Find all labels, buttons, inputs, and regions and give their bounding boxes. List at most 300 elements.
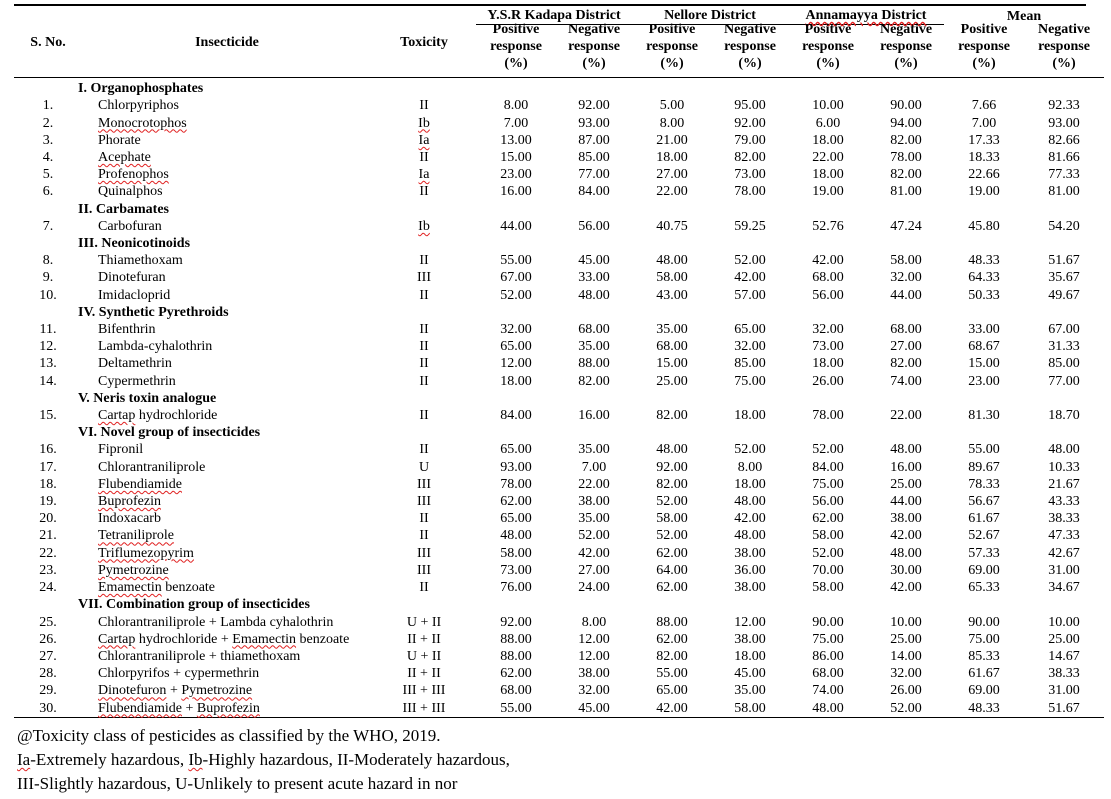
nellore-negative-value: 65.00 xyxy=(734,322,766,338)
toxicity-class: II xyxy=(419,580,429,596)
serial-number: 26. xyxy=(39,631,57,647)
kadapa-negative-value: 12.00 xyxy=(578,631,610,647)
mean-positive-value: 65.33 xyxy=(968,580,1000,596)
nellore-positive-value: 15.00 xyxy=(656,356,688,372)
toxicity-class: III xyxy=(417,545,431,561)
nellore-negative-value: 18.00 xyxy=(734,476,766,492)
toxicity-class: Ia xyxy=(418,132,430,148)
mean-negative-value: 77.33 xyxy=(1048,167,1080,183)
nellore-positive-value: 88.00 xyxy=(656,614,688,630)
group-label: IV. Synthetic Pyrethroids xyxy=(78,304,229,320)
kadapa-negative-value: 56.00 xyxy=(578,218,610,234)
annamayya-positive-value: 18.00 xyxy=(812,132,844,148)
kadapa-negative-value: 82.00 xyxy=(578,373,610,389)
annamayya-negative-value: 26.00 xyxy=(890,683,922,699)
serial-number: 7. xyxy=(42,218,54,234)
kadapa-negative-value: 16.00 xyxy=(578,408,610,424)
mean-positive-value: 55.00 xyxy=(968,442,1000,458)
toxicity-class: U + II xyxy=(406,648,442,664)
table-body xyxy=(14,78,1104,718)
toxicity-class: Ia xyxy=(418,167,430,183)
toxicity-class: II xyxy=(419,511,429,527)
annamayya-positive-value: 84.00 xyxy=(812,459,844,475)
annamayya-positive-value: 73.00 xyxy=(812,339,844,355)
mean-negative-value: 51.67 xyxy=(1024,700,1104,718)
group-header-row xyxy=(14,390,1104,407)
footnote-line-3: III-Slightly hazardous, U-Unlikely to present acute hazard in nor xyxy=(17,774,458,793)
annamayya-negative-value: 25.00 xyxy=(890,476,922,492)
annamayya-negative-value: 74.00 xyxy=(890,373,922,389)
insecticide-name: Bifenthrin xyxy=(98,322,156,338)
toxicity-class: II xyxy=(419,373,429,389)
mean-negative-value: 18.70 xyxy=(1048,408,1080,424)
annamayya-positive-value: 32.00 xyxy=(812,322,844,338)
kadapa-negative-value: 35.00 xyxy=(578,442,610,458)
mean-negative-value: 81.00 xyxy=(1048,184,1080,200)
nellore-negative-value: 73.00 xyxy=(734,167,766,183)
nellore-negative-value: 32.00 xyxy=(734,339,766,355)
insecticide-name: Dinotefuran xyxy=(98,270,166,286)
kadapa-positive-value: 55.00 xyxy=(476,700,556,718)
kadapa-negative-value: 24.00 xyxy=(578,580,610,596)
kadapa-negative-value: 87.00 xyxy=(578,132,610,148)
annamayya-positive-value: 22.00 xyxy=(812,150,844,166)
toxicity-class: U + II xyxy=(406,614,442,630)
annamayya-positive-value: 42.00 xyxy=(812,253,844,269)
annamayya-positive-value: 6.00 xyxy=(815,115,841,131)
footnote-line-2: Ia-Extremely hazardous, Ib-Highly hazardous, II-Moderately hazardous, xyxy=(17,750,510,769)
annamayya-positive-value: 56.00 xyxy=(812,494,844,510)
header-kadapa-negative-response xyxy=(556,21,632,78)
annamayya-positive-value: 75.00 xyxy=(812,476,844,492)
insecticide-name: Pymetrozine xyxy=(98,562,169,578)
kadapa-positive-value: 44.00 xyxy=(500,218,532,234)
header-percent-label: (%) xyxy=(738,55,762,71)
insecticide-name: Cartap hydrochloride xyxy=(98,408,218,424)
mean-positive-value: 68.67 xyxy=(968,339,1000,355)
mean-negative-value: 85.00 xyxy=(1048,356,1080,372)
insecticide-name: Chlorantraniliprole + Lambda cyhalothrin xyxy=(98,614,334,630)
kadapa-positive-value: 58.00 xyxy=(500,545,532,561)
header-percent-label: (%) xyxy=(894,55,918,71)
nellore-positive-value: 58.00 xyxy=(656,270,688,286)
insecticide-response-table xyxy=(14,7,1104,718)
mean-positive-value: 56.67 xyxy=(968,494,1000,510)
insecticide-name: Profenophos xyxy=(98,167,169,183)
header-positive-label: Positive xyxy=(804,21,852,37)
nellore-negative-value: 48.00 xyxy=(734,528,766,544)
annamayya-negative-value: 52.00 xyxy=(868,700,944,718)
footnote-line-1: @Toxicity class of pesticides as classified by the WHO, 2019. xyxy=(17,726,441,745)
kadapa-negative-value: 84.00 xyxy=(578,184,610,200)
header-district-kadapa: Y.S.R Kadapa District xyxy=(476,7,632,25)
mean-negative-value: 93.00 xyxy=(1048,115,1080,131)
header-percent-label: (%) xyxy=(1052,55,1076,71)
nellore-positive-value: 55.00 xyxy=(656,666,688,682)
nellore-negative-value: 95.00 xyxy=(734,98,766,114)
nellore-positive-value: 48.00 xyxy=(656,253,688,269)
header-insecticide: Insecticide xyxy=(195,34,259,50)
header-annamayya-negative-response xyxy=(868,21,944,78)
annamayya-negative-value: 44.00 xyxy=(890,287,922,303)
serial-number: 27. xyxy=(39,648,57,664)
annamayya-positive-value: 18.00 xyxy=(812,167,844,183)
annamayya-positive-value: 62.00 xyxy=(812,511,844,527)
insecticide-name: Triflumezopyrim xyxy=(98,545,194,561)
toxicity-class: II + II xyxy=(407,666,441,682)
mean-positive-value: 81.30 xyxy=(968,408,1000,424)
group-label: VII. Combination group of insecticides xyxy=(78,597,310,613)
nellore-negative-value: 78.00 xyxy=(734,184,766,200)
table-row xyxy=(14,441,1104,458)
serial-number: 9. xyxy=(42,270,54,286)
toxicity-class: II xyxy=(419,322,429,338)
annamayya-positive-value: 68.00 xyxy=(812,270,844,286)
table-row xyxy=(14,132,1104,149)
mean-negative-value: 42.67 xyxy=(1048,545,1080,561)
kadapa-negative-value: 52.00 xyxy=(578,528,610,544)
annamayya-positive-value: 58.00 xyxy=(812,528,844,544)
header-percent-label: (%) xyxy=(660,55,684,71)
annamayya-negative-value: 47.24 xyxy=(890,218,922,234)
table-row xyxy=(14,218,1104,235)
mean-positive-value: 61.67 xyxy=(968,666,1000,682)
mean-negative-value: 38.33 xyxy=(1048,511,1080,527)
mean-positive-value: 23.00 xyxy=(968,373,1000,389)
insecticide-name: Phorate xyxy=(98,132,141,148)
annamayya-positive-value: 19.00 xyxy=(812,184,844,200)
annamayya-negative-value: 68.00 xyxy=(890,322,922,338)
kadapa-negative-value: 68.00 xyxy=(578,322,610,338)
header-nellore-positive-response xyxy=(632,21,712,78)
kadapa-positive-value: 23.00 xyxy=(500,167,532,183)
header-toxicity: Toxicity xyxy=(400,34,448,50)
table-row xyxy=(14,527,1104,544)
annamayya-negative-value: 48.00 xyxy=(890,442,922,458)
header-positive-label: Positive xyxy=(960,21,1008,37)
annamayya-positive-value: 18.00 xyxy=(812,356,844,372)
group-label: I. Organophosphates xyxy=(78,81,204,97)
nellore-positive-value: 18.00 xyxy=(656,150,688,166)
mean-positive-value: 89.67 xyxy=(968,459,1000,475)
kadapa-negative-value: 92.00 xyxy=(578,98,610,114)
nellore-positive-value: 35.00 xyxy=(656,322,688,338)
mean-negative-value: 25.00 xyxy=(1048,631,1080,647)
nellore-negative-value: 79.00 xyxy=(734,132,766,148)
mean-negative-value: 82.66 xyxy=(1048,132,1080,148)
insecticide-name: Chlorpyriphos xyxy=(98,98,179,114)
annamayya-negative-value: 82.00 xyxy=(890,356,922,372)
toxicity-class: II + II xyxy=(407,631,441,647)
header-percent-label: (%) xyxy=(582,55,606,71)
top-rule xyxy=(14,4,1086,6)
mean-positive-value: 33.00 xyxy=(968,322,1000,338)
mean-positive-value: 17.33 xyxy=(968,132,1000,148)
toxicity-class: II xyxy=(419,528,429,544)
group-header-row xyxy=(14,201,1104,218)
nellore-negative-value: 92.00 xyxy=(734,115,766,131)
kadapa-positive-value: 52.00 xyxy=(500,287,532,303)
mean-positive-value: 85.33 xyxy=(968,648,1000,664)
kadapa-positive-value: 88.00 xyxy=(500,648,532,664)
serial-number: 22. xyxy=(39,545,57,561)
annamayya-negative-value: 16.00 xyxy=(890,459,922,475)
header-negative-label: Negative xyxy=(879,21,933,37)
mean-negative-value: 35.67 xyxy=(1048,270,1080,286)
kadapa-positive-value: 15.00 xyxy=(500,150,532,166)
annamayya-negative-value: 14.00 xyxy=(890,648,922,664)
kadapa-negative-value: 45.00 xyxy=(556,700,632,718)
mean-negative-value: 31.00 xyxy=(1048,683,1080,699)
toxicity-class: II xyxy=(419,339,429,355)
header-sno: S. No. xyxy=(30,34,66,50)
toxicity-class: Ib xyxy=(418,115,430,131)
annamayya-positive-value: 90.00 xyxy=(812,614,844,630)
table-row xyxy=(14,252,1104,269)
annamayya-negative-value: 48.00 xyxy=(890,545,922,561)
nellore-positive-value: 68.00 xyxy=(656,339,688,355)
nellore-positive-value: 62.00 xyxy=(656,545,688,561)
insecticide-name: Cartap hydrochloride + Emamectin benzoate xyxy=(98,631,350,647)
mean-positive-value: 61.67 xyxy=(968,511,1000,527)
nellore-positive-value: 42.00 xyxy=(632,700,712,718)
table-row xyxy=(14,631,1104,648)
annamayya-positive-value: 70.00 xyxy=(812,562,844,578)
nellore-positive-value: 58.00 xyxy=(656,511,688,527)
serial-number: 14. xyxy=(39,373,57,389)
insecticide-name: Acephate xyxy=(98,150,151,166)
nellore-negative-value: 52.00 xyxy=(734,253,766,269)
mean-negative-value: 14.67 xyxy=(1048,648,1080,664)
mean-positive-value: 7.66 xyxy=(971,98,997,114)
mean-negative-value: 92.33 xyxy=(1048,98,1080,114)
serial-number: 17. xyxy=(39,459,57,475)
kadapa-positive-value: 73.00 xyxy=(500,562,532,578)
table-row xyxy=(14,97,1104,114)
kadapa-positive-value: 32.00 xyxy=(500,322,532,338)
annamayya-negative-value: 44.00 xyxy=(890,494,922,510)
nellore-positive-value: 82.00 xyxy=(656,408,688,424)
kadapa-negative-value: 45.00 xyxy=(578,253,610,269)
nellore-negative-value: 35.00 xyxy=(734,683,766,699)
serial-number: 10. xyxy=(39,287,57,303)
insecticide-name: Emamectin benzoate xyxy=(98,580,216,596)
kadapa-positive-value: 93.00 xyxy=(500,459,532,475)
nellore-positive-value: 62.00 xyxy=(656,631,688,647)
kadapa-positive-value: 55.00 xyxy=(500,253,532,269)
nellore-negative-value: 18.00 xyxy=(734,408,766,424)
mean-negative-value: 67.00 xyxy=(1048,322,1080,338)
nellore-negative-value: 75.00 xyxy=(734,373,766,389)
mean-positive-value: 48.33 xyxy=(968,253,1000,269)
header-response-label: response xyxy=(490,38,542,54)
nellore-positive-value: 64.00 xyxy=(656,562,688,578)
table-row xyxy=(14,373,1104,390)
kadapa-positive-value: 65.00 xyxy=(500,442,532,458)
header-response-label: response xyxy=(646,38,698,54)
table-row xyxy=(14,149,1104,166)
nellore-positive-value: 52.00 xyxy=(656,494,688,510)
table-row xyxy=(14,287,1104,304)
serial-number: 15. xyxy=(39,408,57,424)
mean-negative-value: 51.67 xyxy=(1048,253,1080,269)
nellore-positive-value: 52.00 xyxy=(656,528,688,544)
kadapa-positive-value: 88.00 xyxy=(500,631,532,647)
mean-positive-value: 78.33 xyxy=(968,476,1000,492)
mean-positive-value: 19.00 xyxy=(968,184,1000,200)
annamayya-negative-value: 32.00 xyxy=(890,270,922,286)
kadapa-negative-value: 35.00 xyxy=(578,339,610,355)
serial-number: 4. xyxy=(42,150,54,166)
toxicity-class: II xyxy=(419,287,429,303)
annamayya-negative-value: 58.00 xyxy=(890,253,922,269)
header-percent-label: (%) xyxy=(816,55,840,71)
annamayya-negative-value: 78.00 xyxy=(890,150,922,166)
group-label: V. Neris toxin analogue xyxy=(78,390,217,406)
annamayya-positive-value: 26.00 xyxy=(812,373,844,389)
toxicity-class: II xyxy=(419,442,429,458)
table-row xyxy=(14,493,1104,510)
table-row xyxy=(14,183,1104,200)
annamayya-negative-value: 22.00 xyxy=(890,408,922,424)
table-row xyxy=(14,338,1104,355)
nellore-negative-value: 52.00 xyxy=(734,442,766,458)
kadapa-negative-value: 42.00 xyxy=(578,545,610,561)
kadapa-negative-value: 77.00 xyxy=(578,167,610,183)
annamayya-positive-value: 48.00 xyxy=(788,700,868,718)
header-nellore-negative-response xyxy=(712,21,788,78)
kadapa-positive-value: 92.00 xyxy=(500,614,532,630)
table-row xyxy=(14,579,1104,596)
kadapa-positive-value: 13.00 xyxy=(500,132,532,148)
annamayya-positive-value: 86.00 xyxy=(812,648,844,664)
group-header-row xyxy=(14,304,1104,321)
mean-positive-value: 57.33 xyxy=(968,545,1000,561)
kadapa-positive-value: 65.00 xyxy=(500,511,532,527)
serial-number: 29. xyxy=(39,683,57,699)
annamayya-positive-value: 52.76 xyxy=(812,218,844,234)
table-row xyxy=(14,115,1104,132)
annamayya-negative-value: 10.00 xyxy=(890,614,922,630)
kadapa-positive-value: 76.00 xyxy=(500,580,532,596)
kadapa-negative-value: 32.00 xyxy=(578,683,610,699)
insecticide-name: Imidacloprid xyxy=(98,287,171,303)
table-row xyxy=(14,166,1104,183)
group-header-row xyxy=(14,80,1104,97)
insecticide-name: Dinotefuron + Pymetrozine xyxy=(98,683,253,699)
serial-number: 30. xyxy=(14,700,82,718)
mean-negative-value: 34.67 xyxy=(1048,580,1080,596)
toxicity-class: U xyxy=(418,459,430,475)
table-row xyxy=(14,665,1104,682)
toxicity-class: II xyxy=(419,150,429,166)
annamayya-negative-value: 81.00 xyxy=(890,184,922,200)
annamayya-negative-value: 25.00 xyxy=(890,631,922,647)
mean-negative-value: 48.00 xyxy=(1048,442,1080,458)
kadapa-negative-value: 7.00 xyxy=(581,459,607,475)
toxicity-class: III xyxy=(417,494,431,510)
kadapa-positive-value: 8.00 xyxy=(503,98,529,114)
nellore-negative-value: 8.00 xyxy=(737,459,763,475)
nellore-positive-value: 92.00 xyxy=(656,459,688,475)
nellore-negative-value: 58.00 xyxy=(712,700,788,718)
insecticide-name: Chlorpyrifos + cypermethrin xyxy=(98,666,260,682)
kadapa-positive-value: 68.00 xyxy=(500,683,532,699)
toxicity-class: III xyxy=(417,562,431,578)
header-positive-label: Positive xyxy=(492,21,540,37)
toxicity-class: III + III xyxy=(402,683,446,699)
annamayya-negative-value: 38.00 xyxy=(890,511,922,527)
nellore-positive-value: 22.00 xyxy=(656,184,688,200)
kadapa-negative-value: 12.00 xyxy=(578,648,610,664)
table-row xyxy=(14,562,1104,579)
serial-number: 5. xyxy=(42,167,54,183)
table-row xyxy=(14,407,1104,424)
header-response-label: response xyxy=(724,38,776,54)
header-negative-label: Negative xyxy=(723,21,777,37)
nellore-positive-value: 27.00 xyxy=(656,167,688,183)
kadapa-negative-value: 85.00 xyxy=(578,150,610,166)
mean-negative-value: 81.66 xyxy=(1048,150,1080,166)
kadapa-positive-value: 65.00 xyxy=(500,339,532,355)
kadapa-positive-value: 18.00 xyxy=(500,373,532,389)
mean-positive-value: 69.00 xyxy=(968,683,1000,699)
group-label: II. Carbamates xyxy=(78,201,169,217)
insecticide-name: Lambda-cyhalothrin xyxy=(98,339,213,355)
kadapa-positive-value: 62.00 xyxy=(500,666,532,682)
serial-number: 3. xyxy=(42,132,54,148)
kadapa-negative-value: 22.00 xyxy=(578,476,610,492)
insecticide-name: Flubendiamide xyxy=(98,476,182,492)
annamayya-positive-value: 10.00 xyxy=(812,98,844,114)
serial-number: 2. xyxy=(42,115,54,131)
toxicity-class: II xyxy=(419,253,429,269)
toxicity-class: II xyxy=(419,98,429,114)
annamayya-positive-value: 52.00 xyxy=(812,545,844,561)
annamayya-positive-value: 68.00 xyxy=(812,666,844,682)
serial-number: 25. xyxy=(39,614,57,630)
nellore-negative-value: 42.00 xyxy=(734,511,766,527)
table-row xyxy=(14,614,1104,631)
kadapa-positive-value: 84.00 xyxy=(500,408,532,424)
nellore-negative-value: 42.00 xyxy=(734,270,766,286)
nellore-negative-value: 85.00 xyxy=(734,356,766,372)
table-row xyxy=(14,321,1104,338)
nellore-negative-value: 82.00 xyxy=(734,150,766,166)
table-row xyxy=(14,355,1104,372)
annamayya-negative-value: 32.00 xyxy=(890,666,922,682)
mean-positive-value: 22.66 xyxy=(968,167,1000,183)
header-mean: Mean xyxy=(1006,9,1042,24)
mean-positive-value: 52.67 xyxy=(968,528,1000,544)
nellore-positive-value: 43.00 xyxy=(656,287,688,303)
header-kadapa-positive-response xyxy=(476,21,556,78)
serial-number: 21. xyxy=(39,528,57,544)
insecticide-name: Thiamethoxam xyxy=(98,253,183,269)
nellore-positive-value: 62.00 xyxy=(656,580,688,596)
kadapa-negative-value: 88.00 xyxy=(578,356,610,372)
header-mean-negative-response xyxy=(1024,21,1104,78)
serial-number: 19. xyxy=(39,494,57,510)
header-annamayya-positive-response xyxy=(788,21,868,78)
table-row xyxy=(14,459,1104,476)
mean-positive-value: 64.33 xyxy=(968,270,1000,286)
annamayya-positive-value: 78.00 xyxy=(812,408,844,424)
serial-number: 8. xyxy=(42,253,54,269)
serial-number: 24. xyxy=(39,580,57,596)
serial-number: 23. xyxy=(39,562,57,578)
serial-number: 1. xyxy=(42,98,54,114)
